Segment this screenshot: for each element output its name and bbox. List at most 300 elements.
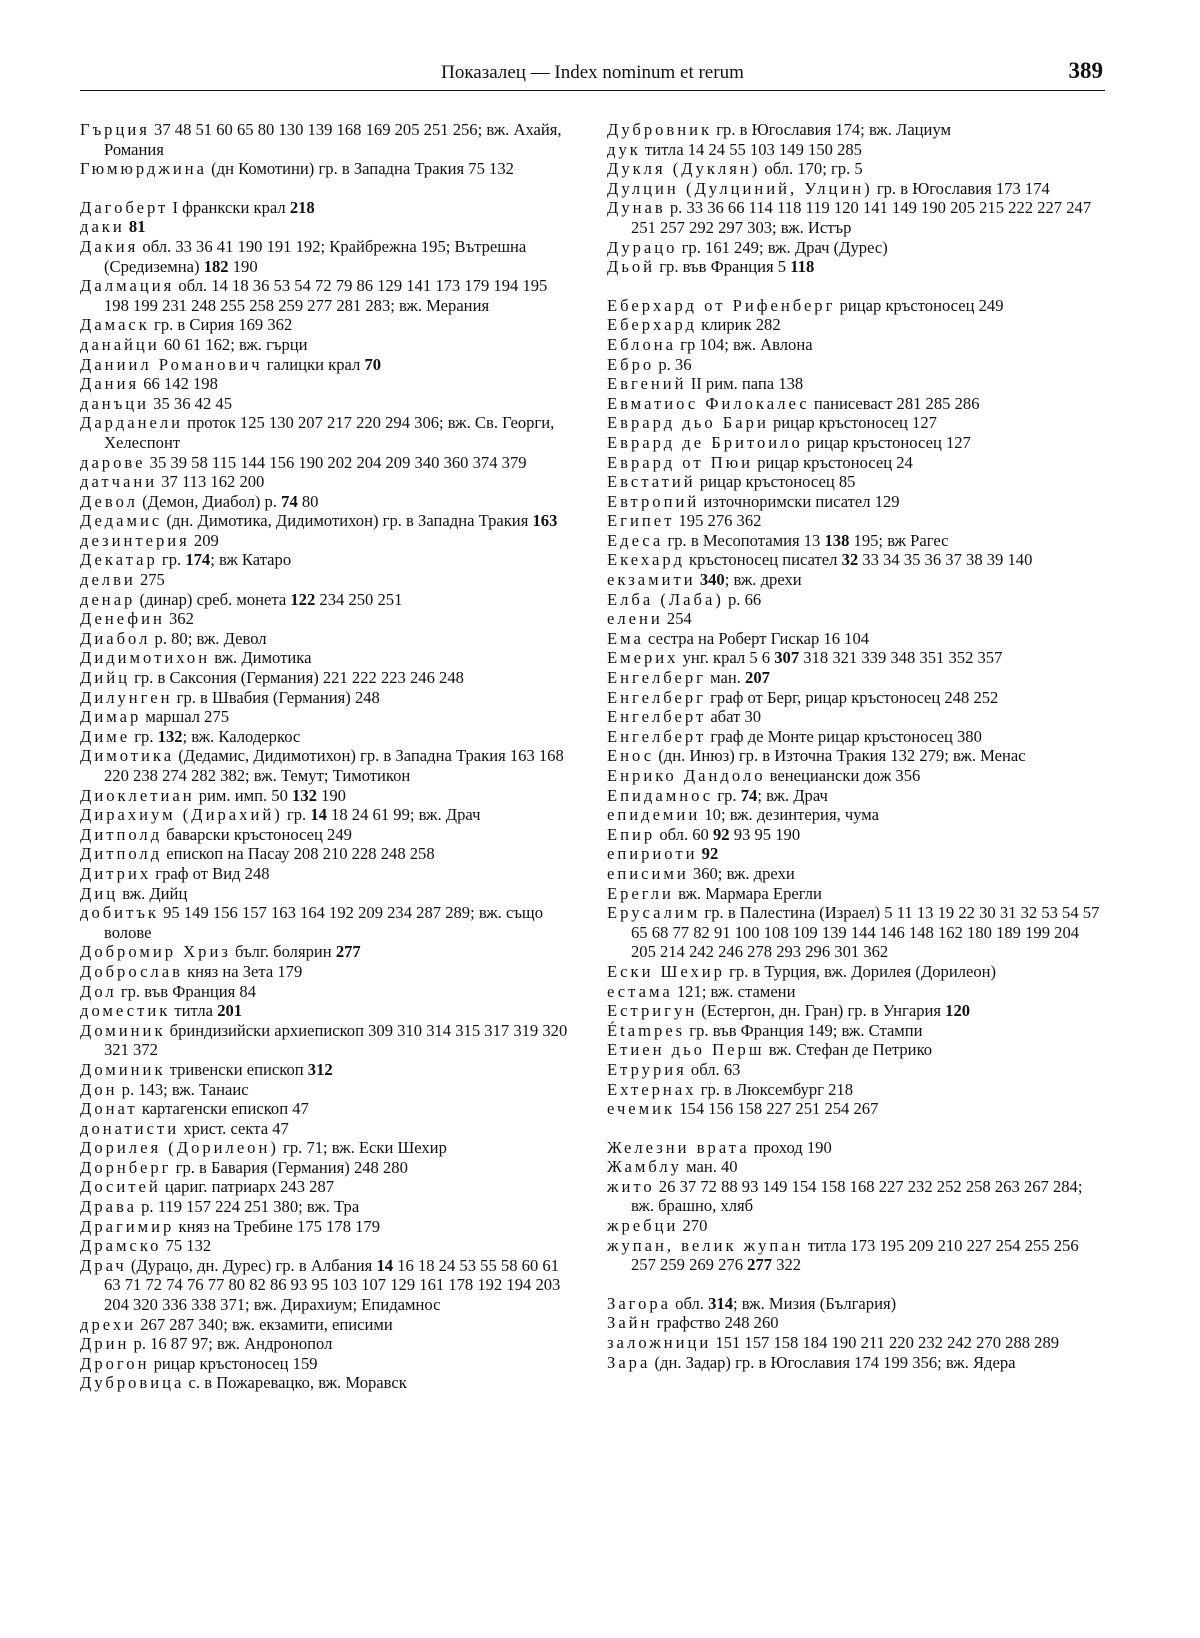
entry-text: ; вж. Мизия (България) (732, 1293, 897, 1313)
running-title: Показалец — Index nominum et rerum (441, 62, 744, 83)
entry-text: 35 36 42 45 (149, 393, 232, 413)
entry-headword: Дунав (607, 198, 666, 218)
entry-headword: датчани (80, 472, 158, 492)
index-entry (607, 179, 1102, 199)
index-entry (80, 903, 575, 942)
entry-headword: жупан, велик жупан (607, 1235, 804, 1255)
index-entry (80, 394, 575, 414)
entry-bold-page-ref: 81 (128, 217, 146, 237)
index-entry (80, 335, 575, 355)
index-entry (80, 198, 575, 218)
entry-text: с. в Пожаревацко, вж. Моравск (184, 1373, 407, 1393)
entry-text: 267 287 340; вж. екзамити, еписими (136, 1314, 393, 1334)
entry-headword: данъци (80, 393, 150, 413)
entry-text: гр. (282, 805, 311, 825)
entry-bold-page-ref: 132 (157, 726, 183, 746)
index-entry (607, 844, 1102, 864)
entry-text: (дн Комотини) гр. в Западна Тракия 75 132 (206, 159, 514, 179)
index-entry (80, 1256, 575, 1315)
index-entry (607, 688, 1102, 708)
index-entry (80, 453, 575, 473)
entry-bold-page-ref: 14 (376, 1255, 394, 1275)
index-entry (607, 159, 1102, 179)
entry-text: (дн. Инюз) гр. в Източна Тракия 132 279; вж. Менас (654, 746, 1026, 766)
index-entry (80, 942, 575, 962)
entry-text: титла 173 195 209 210 227 254 255 256 257 259 269 276 (631, 1235, 1079, 1275)
entry-headword: Зара (607, 1352, 651, 1372)
index-entry (80, 668, 575, 688)
entry-headword: епидемии (607, 805, 701, 825)
index-entry (80, 1177, 575, 1197)
index-entry (80, 1334, 575, 1354)
entry-headword: Епидамнос (607, 785, 714, 805)
entry-headword: Дитполд (80, 844, 163, 864)
entry-text: 66 142 198 (139, 374, 218, 394)
index-entry (607, 1040, 1102, 1060)
entry-text: р. 36 (654, 354, 692, 374)
entry-headword: Доминик (80, 1059, 166, 1079)
entry-headword: Драва (80, 1197, 137, 1217)
entry-headword: Диоклетиан (80, 785, 195, 805)
entry-text: 35 39 58 115 144 156 190 202 204 209 340 360 374 379 (145, 452, 527, 472)
entry-headword: Драгимир (80, 1216, 175, 1236)
index-entry (80, 159, 575, 179)
entry-headword: Дирахиум (Дирахий) (80, 805, 283, 825)
entry-headword: Ерегли (607, 883, 674, 903)
entry-text: обл. 60 (655, 824, 713, 844)
entry-headword: Дрогон (80, 1353, 150, 1373)
entry-headword: Étampes (607, 1020, 686, 1040)
index-entry (607, 962, 1102, 982)
entry-headword: дук (607, 139, 641, 159)
entry-text: р. 16 87 97; вж. Андронопол (129, 1334, 333, 1354)
index-entry (607, 335, 1102, 355)
entry-text: княз на Зета 179 (182, 961, 303, 981)
entry-headword: денар (80, 589, 136, 609)
index-entry (80, 746, 575, 785)
index-entry (607, 1021, 1102, 1041)
entry-headword: Драмско (80, 1236, 162, 1256)
index-entry (607, 727, 1102, 747)
entry-headword: Дания (80, 374, 140, 394)
entry-headword: Ески Шехир (607, 961, 725, 981)
entry-text: рим. имп. 50 (194, 785, 293, 805)
entry-headword: Естригун (607, 1001, 698, 1021)
entry-text: картагенски епископ 47 (137, 1099, 309, 1119)
index-entry (607, 1138, 1102, 1158)
index-entry (80, 1236, 575, 1256)
entry-headword: Донат (80, 1099, 138, 1119)
entry-text: 18 24 61 99; вж. Драч (326, 805, 481, 825)
entry-text: рицар кръстоносец 24 (753, 452, 913, 472)
entry-text: гр. в Палестина (Израел) 5 11 13 19 22 30 31 32 53 54 57 65 68 77 82 91 100 108 109 139 144 146 148 162 180 189 199 204 205 214 242 246 278 293 296 301 362 (631, 903, 1100, 962)
index-entry (80, 374, 575, 394)
entry-text: 254 (662, 609, 692, 629)
entry-text: христ. секта 47 (179, 1118, 289, 1138)
entry-bold-page-ref: 218 (289, 197, 315, 217)
index-entry (80, 237, 575, 276)
index-entry (80, 315, 575, 335)
entry-text: (дн. Задар) гр. в Югославия 174 199 356; вж. Ядера (650, 1352, 1016, 1372)
index-entry (80, 1217, 575, 1237)
entry-bold-page-ref: 120 (945, 1001, 971, 1021)
entry-text: (динар) среб. монета (135, 589, 291, 609)
entry-headword: жито (607, 1176, 655, 1196)
index-entry (607, 492, 1102, 512)
index-entry (80, 1021, 575, 1060)
entry-text: гр. (713, 785, 741, 805)
entry-text: обл. (671, 1293, 709, 1313)
entry-headword: Ема (607, 628, 644, 648)
index-entry (607, 1294, 1102, 1314)
entry-headword: Даниил Романович (80, 354, 263, 374)
index-entry (607, 1353, 1102, 1373)
entry-text: абат 30 (706, 707, 762, 727)
entry-bold-page-ref: 132 (292, 785, 317, 805)
index-entry (607, 315, 1102, 335)
entry-headword: Дамаск (80, 315, 150, 335)
entry-headword: делви (80, 570, 136, 590)
index-entry (80, 1001, 575, 1021)
entry-headword: Дубровица (80, 1373, 185, 1393)
index-entry (80, 884, 575, 904)
index-entry (80, 413, 575, 452)
index-entry (607, 1216, 1102, 1236)
entry-text: сестра на Роберт Гискар 16 104 (643, 628, 870, 648)
entry-bold-page-ref: 163 (532, 511, 558, 531)
entry-text: 16 18 24 53 55 58 60 61 63 71 72 74 76 77 80 82 86 93 95 103 107 129 161 178 192 194 203 204 320 336 338 371; вж. Дирахиум; Епидамнос (104, 1255, 561, 1315)
entry-text: 209 (189, 530, 219, 550)
entry-text: 362 (164, 609, 194, 629)
entry-headword: Еберхард от Рифенберг (607, 295, 836, 315)
entry-headword: Доминик (80, 1020, 166, 1040)
index-entry (607, 786, 1102, 806)
entry-headword: Дилунген (80, 687, 173, 707)
entry-text: ман. (705, 668, 746, 688)
entry-text: 95 149 156 157 163 164 192 209 234 287 289; вж. също волове (104, 903, 543, 942)
index-entry (607, 433, 1102, 453)
entry-headword: Дон (80, 1079, 118, 1099)
index-entry (607, 1313, 1102, 1333)
entry-text: източноримски писател 129 (699, 491, 900, 511)
entry-text: ; вж. Драч (757, 785, 828, 805)
entry-headword: Дидимотихон (80, 648, 211, 668)
entry-text: гр. в Сирия 169 362 (149, 315, 293, 335)
entry-headword: Доброслав (80, 961, 183, 981)
entry-headword: елени (607, 609, 663, 629)
index-entry (80, 1080, 575, 1100)
entry-headword: Енгелберг (607, 687, 706, 707)
entry-bold-page-ref: 182 (203, 256, 229, 276)
entry-headword: жребци (607, 1216, 679, 1236)
entry-headword: ечемик (607, 1099, 676, 1119)
entry-bold-page-ref: 314 (708, 1293, 733, 1313)
entry-headword: Загора (607, 1293, 672, 1313)
entry-headword: дрехи (80, 1314, 137, 1334)
index-entry (607, 413, 1102, 433)
entry-text: 26 37 72 88 93 149 154 158 168 227 232 252 258 263 267 284; вж. брашно, хляб (631, 1176, 1083, 1216)
entry-text: гр. в Саксония (Германия) 221 222 223 246 248 (129, 668, 464, 688)
index-entry (80, 688, 575, 708)
entry-text: р. 143; вж. Танаис (117, 1079, 249, 1099)
entry-text: обл. 14 18 36 53 54 72 79 86 129 141 173 179 194 195 198 199 231 248 255 258 259 277 281 283; вж. Мерания (104, 276, 548, 315)
index-entry (607, 982, 1102, 1002)
entry-text: гр. в Югославия 174; вж. Лациум (712, 120, 952, 139)
entry-text: 154 156 158 227 251 254 267 (675, 1099, 879, 1119)
index-entry (607, 903, 1102, 962)
entry-text: рицар кръстоносец 127 (802, 432, 971, 452)
entry-text: проток 125 130 207 217 220 294 306; вж. Св. Георги, Хелеспонт (104, 413, 555, 452)
entry-bold-page-ref: 201 (217, 1001, 243, 1021)
entry-headword: Епир (607, 824, 656, 844)
index-entry (607, 550, 1102, 570)
index-entry (607, 825, 1102, 845)
entry-headword: Дорнберг (80, 1157, 172, 1177)
index-entry (607, 805, 1102, 825)
entry-headword: Диме (80, 726, 131, 746)
entry-text: 190 (228, 256, 258, 276)
index-entry (607, 884, 1102, 904)
entry-text: гр. 71; вж. Ески Шехир (278, 1138, 447, 1158)
index-entry (607, 394, 1102, 414)
entry-headword: Зайн (607, 1313, 653, 1333)
entry-text: проход 190 (749, 1137, 832, 1157)
index-entry (607, 668, 1102, 688)
index-entry (607, 140, 1102, 160)
index-entry (80, 1138, 575, 1158)
entry-text: граф от Вид 248 (151, 863, 270, 883)
entry-headword: Декатар (80, 550, 158, 570)
entry-headword: Едеса (607, 530, 664, 550)
entry-text: (Дедамис, Дидимотихон) гр. в Западна Тракия 163 168 220 238 274 282 382; вж. Темут; Тимотикон (104, 746, 564, 785)
entry-bold-page-ref: 14 (310, 805, 327, 825)
entry-headword: Дукля (Дуклян) (607, 159, 761, 179)
right-index-column (607, 120, 1102, 1372)
entry-text: ; вж. Калодеркос (182, 726, 301, 746)
index-entry (607, 1236, 1102, 1275)
index-entry (80, 805, 575, 825)
index-entry (80, 492, 575, 512)
entry-headword: екзамити (607, 570, 696, 590)
index-entry (607, 472, 1102, 492)
index-entry (80, 1119, 575, 1139)
entry-bold-page-ref: 174 (185, 550, 211, 570)
entry-headword: Далмация (80, 276, 175, 296)
entry-headword: добитък (80, 903, 159, 923)
entry-text: гр. в Югославия 173 174 (872, 178, 1050, 198)
entry-text: обл. 63 (686, 1059, 741, 1079)
entry-text: 190 (316, 785, 346, 805)
entry-headword: Димотика (80, 746, 175, 766)
entry-headword: Еврард от Пюи (607, 452, 754, 472)
index-entry (80, 531, 575, 551)
index-entry (80, 472, 575, 492)
entry-bold-page-ref: 32 (841, 550, 859, 570)
entry-text: 37 113 162 200 (157, 472, 265, 492)
index-entry (607, 590, 1102, 610)
index-entry (607, 531, 1102, 551)
entry-text: гр. (130, 726, 158, 746)
index-entry (80, 1060, 575, 1080)
entry-bold-page-ref: 277 (335, 942, 361, 962)
index-entry (80, 1197, 575, 1217)
index-entry (80, 962, 575, 982)
entry-text: цариг. патриарх 243 287 (160, 1177, 335, 1197)
entry-headword: Дарданели (80, 413, 183, 433)
entry-text: баварски кръстоносец 249 (162, 824, 352, 844)
entry-headword: Екехард (607, 550, 685, 570)
entry-headword: Енгелберт (607, 726, 707, 746)
entry-headword: Еблона (607, 334, 676, 354)
entry-text: ; вж Катаро (210, 550, 292, 570)
entry-text: галицки крал (262, 354, 365, 374)
entry-text: маршал 275 (141, 707, 230, 727)
entry-text: II рим. папа 138 (686, 374, 804, 394)
entry-headword: Евгений (607, 374, 687, 394)
entry-headword: Еврард де Бритоило (607, 432, 803, 452)
entry-text: гр. в Швабия (Германия) 248 (172, 687, 380, 707)
index-entry (80, 1373, 575, 1393)
entry-headword: Жамблу (607, 1157, 682, 1177)
entry-headword: дезинтерия (80, 530, 190, 550)
entry-headword: Елба (Лаба) (607, 589, 724, 609)
entry-headword: дарове (80, 452, 146, 472)
index-entry (80, 120, 575, 159)
entry-headword: Дитполд (80, 824, 163, 844)
index-entry (80, 825, 575, 845)
index-entry (607, 1001, 1102, 1021)
entry-text: гр. в Бавария (Германия) 248 280 (171, 1157, 408, 1177)
entry-headword: даки (80, 217, 125, 237)
index-entry (607, 120, 1102, 140)
entry-headword: Дьой (607, 257, 656, 277)
entry-headword: Евматиос Филокалес (607, 393, 810, 413)
entry-headword: Гърция (80, 120, 150, 139)
entry-text: княз на Требине 175 178 179 (174, 1216, 381, 1236)
index-entry (80, 844, 575, 864)
entry-text: 318 321 339 348 351 352 357 (799, 648, 1003, 668)
entry-text: 10; вж. дезинтерия, чума (700, 805, 880, 825)
entry-bold-page-ref: 277 (747, 1255, 773, 1275)
entry-headword: Еберхард (607, 315, 697, 335)
entry-text: 93 95 190 (729, 824, 801, 844)
index-entry (607, 1177, 1102, 1216)
entry-headword: Евтропий (607, 491, 700, 511)
index-entry (80, 727, 575, 747)
index-entry (607, 1099, 1102, 1119)
entry-text: 33 34 35 36 37 38 39 140 (858, 550, 1033, 570)
entry-headword: Драч (80, 1255, 127, 1275)
index-entry (607, 296, 1102, 316)
entry-bold-page-ref: 92 (713, 824, 730, 844)
index-entry (607, 1157, 1102, 1177)
index-entry (80, 982, 575, 1002)
entry-text: 151 157 158 184 190 211 220 232 242 270 288 289 (711, 1333, 1060, 1353)
entry-text: 234 250 251 (315, 589, 403, 609)
entry-headword: Емерих (607, 648, 679, 668)
entry-headword: Дурацо (607, 237, 678, 257)
index-entry (80, 590, 575, 610)
entry-text: клирик 282 (697, 315, 781, 335)
index-entry (607, 198, 1102, 237)
entry-bold-page-ref: 70 (364, 354, 382, 374)
entry-headword: Евстатий (607, 472, 696, 492)
entry-bold-page-ref: 312 (307, 1059, 333, 1079)
entry-text: 322 (772, 1255, 802, 1275)
entry-text: титла 14 24 55 103 149 150 285 (640, 139, 862, 159)
index-entry (607, 238, 1102, 258)
index-entry (80, 864, 575, 884)
entry-text: унг. крал 5 6 (678, 648, 775, 668)
entry-text: рицар кръстоносец 159 (149, 1353, 318, 1373)
entry-text: гр. във Франция 84 (116, 981, 257, 1001)
index-entry (607, 1060, 1102, 1080)
entry-headword: еписими (607, 863, 689, 883)
entry-headword: Дулцин (Дулциний, Улцин) (607, 178, 873, 198)
index-entry (80, 648, 575, 668)
entry-headword: Денефин (80, 609, 165, 629)
entry-text: 360; вж. дрехи (688, 863, 795, 883)
entry-headword: Етрурия (607, 1059, 687, 1079)
entry-text: 275 (135, 570, 165, 590)
entry-text: тривенски епископ (165, 1059, 308, 1079)
entry-bold-page-ref: 74 (740, 785, 758, 805)
entry-text: гр. във Франция 5 (655, 257, 791, 277)
index-entry (80, 1158, 575, 1178)
entry-headword: естама (607, 981, 673, 1001)
entry-headword: Дол (80, 981, 117, 1001)
index-entry (607, 609, 1102, 629)
entry-text: (Дурацо, дн. Дурес) гр. в Албания (126, 1255, 377, 1275)
entry-headword: епириоти (607, 844, 698, 864)
entry-headword: Енгелберт (607, 707, 707, 727)
entry-headword: Дедамис (80, 511, 163, 531)
index-entry (607, 511, 1102, 531)
entry-headword: Диц (80, 883, 119, 903)
entry-text: епископ на Пасау 208 210 228 248 258 (162, 844, 435, 864)
entry-text: гр. в Турция, вж. Дорилея (Дорилеон) (724, 961, 997, 981)
entry-headword: Етиен дьо Перш (607, 1040, 765, 1060)
index-entry (80, 570, 575, 590)
index-entry (607, 648, 1102, 668)
entry-text: вж. Стефан де Петрико (764, 1040, 933, 1060)
index-entry (80, 609, 575, 629)
index-entry (80, 707, 575, 727)
index-entry (80, 786, 575, 806)
entry-headword: Добромир Хриз (80, 942, 231, 962)
entry-headword: Еврард дьо Бари (607, 413, 769, 433)
entry-headword: Дорилея (Дорилеон) (80, 1138, 279, 1158)
entry-text: вж. Дийц (118, 883, 188, 903)
entry-text: р. 33 36 66 114 118 119 120 141 149 190 205 215 222 227 247 251 257 292 297 303; вж. Истър (631, 198, 1092, 237)
entry-text: 121; вж. стамени (672, 981, 796, 1001)
page-number: 389 (1068, 58, 1103, 83)
entry-text: рицар кръстоносец 127 (768, 413, 937, 433)
entry-text: 195; вж Рагес (849, 530, 949, 550)
entry-text: рицар кръстоносец 85 (695, 472, 856, 492)
entry-headword: Ебро (607, 354, 655, 374)
entry-headword: Диабол (80, 628, 151, 648)
entry-bold-page-ref: 340 (699, 570, 725, 590)
entry-text: 80 (297, 491, 319, 511)
entry-text: венециански дож 356 (765, 766, 921, 785)
entry-text: бриндизийски архиепископ 309 310 314 315 317 319 320 321 372 (104, 1020, 568, 1060)
index-entry (80, 1354, 575, 1374)
index-entry (80, 217, 575, 237)
entry-headword: Енос (607, 746, 655, 766)
entry-text: 37 48 51 60 65 80 130 139 168 169 205 251 256; вж. Ахайя, Романия (104, 120, 562, 159)
index-entry (607, 374, 1102, 394)
